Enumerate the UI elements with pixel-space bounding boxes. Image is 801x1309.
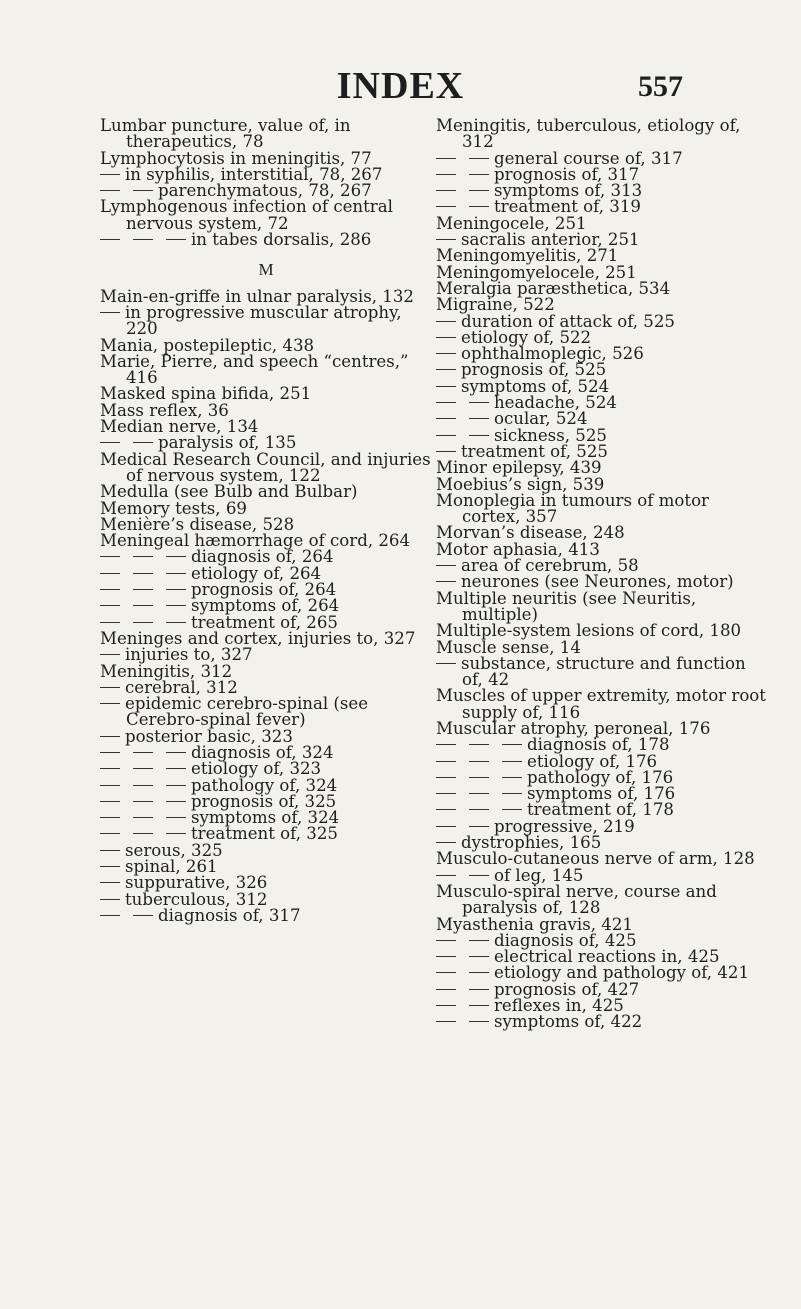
ditto-dash: [469, 402, 489, 403]
index-entry-text: diagnosis of, 264: [191, 547, 334, 567]
ditto-dash: [100, 174, 120, 175]
index-entry-text: epidemic cerebro-spinal (see Cerebro-spinal fever): [125, 694, 369, 730]
ditto-dash: [436, 956, 456, 957]
ditto-dash: [436, 793, 456, 794]
ditto-dash: [469, 435, 489, 436]
index-entry-text: electrical reactions in, 425: [494, 947, 720, 967]
index-entry-text: treatment of, 265: [191, 612, 338, 632]
index-entry-text: serous, 325: [125, 840, 223, 860]
index-entry-text: neurones (see Neurones, motor): [461, 572, 734, 592]
index-entry-text: Meningitis, 312: [100, 661, 233, 681]
ditto-dash: [469, 190, 489, 191]
ditto-dash: [100, 850, 120, 851]
index-entry-text: etiology and pathology of, 421: [494, 963, 750, 983]
index-entry-text: symptoms of, 524: [461, 376, 610, 396]
index-entry: [436, 688, 766, 721]
index-entry: [100, 118, 432, 151]
ditto-dash: [469, 793, 489, 794]
ditto-dash: [100, 866, 120, 867]
index-entry-text: Musculo-cutaneous nerve of arm, 128: [436, 849, 755, 869]
ditto-dash: [166, 785, 186, 786]
ditto-dash: [469, 809, 489, 810]
index-entry: [100, 199, 432, 232]
ditto-dash: [436, 435, 456, 436]
ditto-dash: [100, 768, 120, 769]
ditto-dash: [436, 369, 456, 370]
index-column-right: [436, 118, 766, 1031]
ditto-dash: [100, 589, 120, 590]
ditto-dash: [436, 386, 456, 387]
ditto-dash: [469, 418, 489, 419]
index-entry-text: in progressive muscular atrophy, 220: [125, 302, 402, 339]
index-entry-text: Memory tests, 69: [100, 498, 247, 518]
ditto-dash: [100, 622, 120, 623]
ditto-dash: [436, 972, 456, 973]
index-entry-text: diagnosis of, 324: [191, 742, 334, 762]
index-entry-text: ocular, 524: [494, 409, 588, 429]
index-entry-text: prognosis of, 427: [494, 979, 640, 999]
ditto-dash: [469, 206, 489, 207]
ditto-dash: [436, 418, 456, 419]
index-entry-text: Meningomyelocele, 251: [436, 262, 637, 282]
ditto-dash: [436, 451, 456, 452]
ditto-dash: [436, 353, 456, 354]
ditto-dash: [436, 826, 456, 827]
ditto-dash: [133, 833, 153, 834]
ditto-dash: [436, 940, 456, 941]
ditto-dash: [133, 239, 153, 240]
ditto-dash: [166, 622, 186, 623]
index-entry-text: Median nerve, 134: [100, 417, 259, 437]
ditto-dash: [436, 206, 456, 207]
ditto-dash: [469, 826, 489, 827]
index-entry-text: Lymphogenous infection of central nervous system, 72: [100, 197, 393, 233]
index-entry-text: etiology of, 522: [461, 327, 592, 347]
index-entry-text: diagnosis of, 317: [158, 905, 301, 925]
ditto-dash: [166, 605, 186, 606]
ditto-dash: [100, 833, 120, 834]
ditto-dash: [469, 777, 489, 778]
index-entry-text: Marie, Pierre, and speech “centres,” 416: [100, 351, 409, 388]
ditto-dash: [133, 915, 153, 916]
section-letter-m: M: [258, 260, 274, 280]
ditto-dash: [166, 768, 186, 769]
ditto-dash: [100, 752, 120, 753]
index-entry-text: paralysis of, 135: [158, 433, 297, 453]
ditto-dash: [100, 605, 120, 606]
index-entry-text: general course of, 317: [494, 148, 683, 168]
index-entry-text: Muscle sense, 14: [436, 637, 581, 657]
ditto-dash: [133, 622, 153, 623]
index-entry-text: treatment of, 178: [527, 800, 674, 820]
index-entry-text: sickness, 525: [494, 425, 607, 445]
ditto-dash: [100, 687, 120, 688]
index-entry-text: pathology of, 176: [527, 767, 674, 787]
index-entry-text: Masked spina bifida, 251: [100, 384, 312, 404]
index-entry-text: Monoplegia in tumours of motor cortex, 357: [436, 490, 709, 527]
index-entry-text: pathology of, 324: [191, 775, 338, 795]
ditto-dash: [469, 158, 489, 159]
ditto-dash: [436, 565, 456, 566]
index-entry-text: prognosis of, 264: [191, 580, 337, 600]
ditto-dash: [436, 875, 456, 876]
ditto-dash: [436, 1021, 456, 1022]
ditto-dash: [436, 777, 456, 778]
index-entry-text: symptoms of, 313: [494, 181, 643, 201]
index-entry: [436, 588, 766, 624]
ditto-dash: [469, 989, 489, 990]
index-entry: [436, 118, 766, 151]
ditto-dash: [469, 972, 489, 973]
index-entry-text: in tabes dorsalis, 286: [191, 230, 372, 250]
index-entry: [100, 905, 432, 925]
index-entry-text: suppurative, 326: [125, 873, 268, 893]
ditto-dash: [436, 744, 456, 745]
ditto-dash: [436, 321, 456, 322]
index-entry: [100, 696, 432, 729]
index-entry-text: Muscular atrophy, peroneal, 176: [436, 718, 711, 738]
ditto-dash: [100, 801, 120, 802]
index-entry-text: Meningocele, 251: [436, 213, 587, 233]
index-entry-text: etiology of, 176: [527, 751, 658, 771]
index-entry-text: Menière’s disease, 528: [100, 514, 295, 534]
ditto-dash: [469, 940, 489, 941]
index-entry: [436, 395, 766, 411]
index-entry-text: tuberculous, 312: [125, 889, 268, 909]
ditto-dash: [100, 442, 120, 443]
index-entry-text: of leg, 145: [494, 865, 584, 885]
index-entry-text: etiology of, 323: [191, 759, 322, 779]
index-entry-text: area of cerebrum, 58: [461, 556, 639, 576]
index-entry-text: treatment of, 319: [494, 197, 641, 217]
ditto-dash: [436, 239, 456, 240]
ditto-dash: [469, 1021, 489, 1022]
ditto-dash: [133, 768, 153, 769]
index-entry-text: Minor epilepsy, 439: [436, 458, 602, 478]
page-header: [0, 64, 801, 114]
index-entry-text: Meningomyelitis, 271: [436, 246, 619, 266]
index-entry-text: Medical Research Council, and injuries of nervous system, 122: [100, 449, 431, 485]
index-group-m-continued: [436, 118, 766, 1031]
index-entry: [436, 490, 766, 527]
ditto-dash: [469, 956, 489, 957]
index-entry-text: substance, structure and function of, 42: [461, 653, 746, 690]
ditto-dash: [100, 736, 120, 737]
ditto-dash: [502, 744, 522, 745]
ditto-dash: [436, 402, 456, 403]
ditto-dash: [436, 1005, 456, 1006]
index-entry-text: sacralis anterior, 251: [461, 230, 640, 250]
ditto-dash: [166, 801, 186, 802]
ditto-dash: [133, 752, 153, 753]
ditto-dash: [133, 817, 153, 818]
ditto-dash: [436, 663, 456, 664]
ditto-dash: [436, 989, 456, 990]
index-entry: [436, 881, 766, 918]
index-entry-text: treatment of, 325: [191, 824, 338, 844]
ditto-dash: [133, 589, 153, 590]
ditto-dash: [502, 793, 522, 794]
ditto-dash: [436, 809, 456, 810]
ditto-dash: [100, 312, 120, 313]
index-entry-text: reflexes in, 425: [494, 996, 624, 1016]
index-entry-text: symptoms of, 176: [527, 784, 676, 804]
ditto-dash: [133, 556, 153, 557]
index-entry: [436, 653, 766, 690]
ditto-dash: [166, 573, 186, 574]
ditto-dash: [469, 174, 489, 175]
index-entry-text: Musculo-spiral nerve, course and paralysis of, 128: [436, 881, 717, 918]
index-entry-text: posterior basic, 323: [125, 726, 293, 746]
index-entry: [436, 1014, 766, 1030]
index-entry-text: prognosis of, 317: [494, 164, 640, 184]
ditto-dash: [502, 761, 522, 762]
index-group-l: [100, 118, 432, 248]
index-entry: [100, 351, 432, 388]
ditto-dash: [502, 777, 522, 778]
ditto-dash: [100, 573, 120, 574]
index-entry-text: symptoms of, 422: [494, 1012, 643, 1032]
index-entry: [100, 449, 432, 485]
index-entry-text: Lumbar puncture, value of, in therapeutics, 78: [100, 116, 351, 152]
ditto-dash: [133, 605, 153, 606]
ditto-dash: [469, 875, 489, 876]
ditto-dash: [100, 654, 120, 655]
ditto-dash: [436, 761, 456, 762]
index-entry-text: ophthalmoplegic, 526: [461, 344, 644, 364]
index-entry-text: Lymphocytosis in meningitis, 77: [100, 148, 372, 168]
ditto-dash: [100, 899, 120, 900]
index-entry-text: dystrophies, 165: [461, 833, 602, 853]
ditto-dash: [166, 589, 186, 590]
index-entry-text: Multiple neuritis (see Neuritis, multiple): [436, 588, 697, 624]
index-entry-text: diagnosis of, 425: [494, 930, 637, 950]
index-entry-text: Morvan’s disease, 248: [436, 523, 625, 543]
ditto-dash: [166, 752, 186, 753]
ditto-dash: [100, 915, 120, 916]
index-entry-text: treatment of, 525: [461, 441, 608, 461]
index-entry-text: parenchymatous, 78, 267: [158, 181, 372, 201]
index-entry-text: Meninges and cortex, injuries to, 327: [100, 628, 416, 648]
page-title: INDEX: [336, 65, 465, 107]
index-entry-text: Meningeal hæmorrhage of cord, 264: [100, 531, 411, 551]
index-entry-text: Meralgia paræsthetica, 534: [436, 278, 671, 298]
ditto-dash: [133, 442, 153, 443]
ditto-dash: [100, 785, 120, 786]
ditto-dash: [502, 809, 522, 810]
index-entry-text: Main-en-griffe in ulnar paralysis, 132: [100, 286, 414, 306]
index-entry-text: prognosis of, 325: [191, 791, 337, 811]
ditto-dash: [133, 573, 153, 574]
ditto-dash: [436, 581, 456, 582]
index-entry-text: symptoms of, 264: [191, 596, 340, 616]
index-entry-text: Myasthenia gravis, 421: [436, 914, 633, 934]
ditto-dash: [166, 817, 186, 818]
ditto-dash: [436, 337, 456, 338]
index-entry: [100, 232, 432, 248]
ditto-dash: [133, 801, 153, 802]
ditto-dash: [100, 882, 120, 883]
index-entry-text: cerebral, 312: [125, 677, 238, 697]
ditto-dash: [436, 842, 456, 843]
ditto-dash: [100, 190, 120, 191]
ditto-dash: [100, 556, 120, 557]
index-entry-text: etiology of, 264: [191, 563, 322, 583]
ditto-dash: [469, 761, 489, 762]
ditto-dash: [436, 174, 456, 175]
index-group-m: [100, 286, 432, 925]
index-entry-text: headache, 524: [494, 393, 617, 413]
index-column-left: [100, 118, 432, 924]
index-entry-text: in syphilis, interstitial, 78, 267: [125, 164, 383, 184]
index-entry-text: duration of attack of, 525: [461, 311, 675, 331]
ditto-dash: [166, 239, 186, 240]
ditto-dash: [133, 190, 153, 191]
index-entry: [436, 851, 766, 867]
ditto-dash: [100, 239, 120, 240]
ditto-dash: [436, 158, 456, 159]
page-number: 557: [638, 70, 683, 103]
ditto-dash: [469, 1005, 489, 1006]
index-entry-text: Motor aphasia, 413: [436, 539, 600, 559]
index-entry-text: prognosis of, 525: [461, 360, 607, 380]
index-entry-text: Moebius’s sign, 539: [436, 474, 605, 494]
ditto-dash: [166, 556, 186, 557]
index-entry-text: Mania, postepileptic, 438: [100, 335, 315, 355]
ditto-dash: [166, 833, 186, 834]
index-entry-text: Meningitis, tuberculous, etiology of, 312: [436, 116, 741, 152]
index-entry-text: Mass reflex, 36: [100, 400, 229, 420]
ditto-dash: [100, 703, 120, 704]
index-entry-text: diagnosis of, 178: [527, 735, 670, 755]
index-entry-text: Muscles of upper extremity, motor root supply of, 116: [436, 686, 766, 722]
index-entry-text: Multiple-system lesions of cord, 180: [436, 621, 742, 641]
ditto-dash: [436, 190, 456, 191]
ditto-dash: [469, 744, 489, 745]
index-entry-text: Migraine, 522: [436, 295, 555, 315]
ditto-dash: [100, 817, 120, 818]
index-entry-text: injuries to, 327: [125, 645, 253, 665]
index-entry: [100, 302, 432, 339]
index-entry-text: Medulla (see Bulb and Bulbar): [100, 482, 358, 502]
index-entry-text: progressive, 219: [494, 816, 635, 836]
index-entry-text: spinal, 261: [125, 857, 218, 877]
index-entry-text: symptoms of, 324: [191, 808, 340, 828]
ditto-dash: [133, 785, 153, 786]
